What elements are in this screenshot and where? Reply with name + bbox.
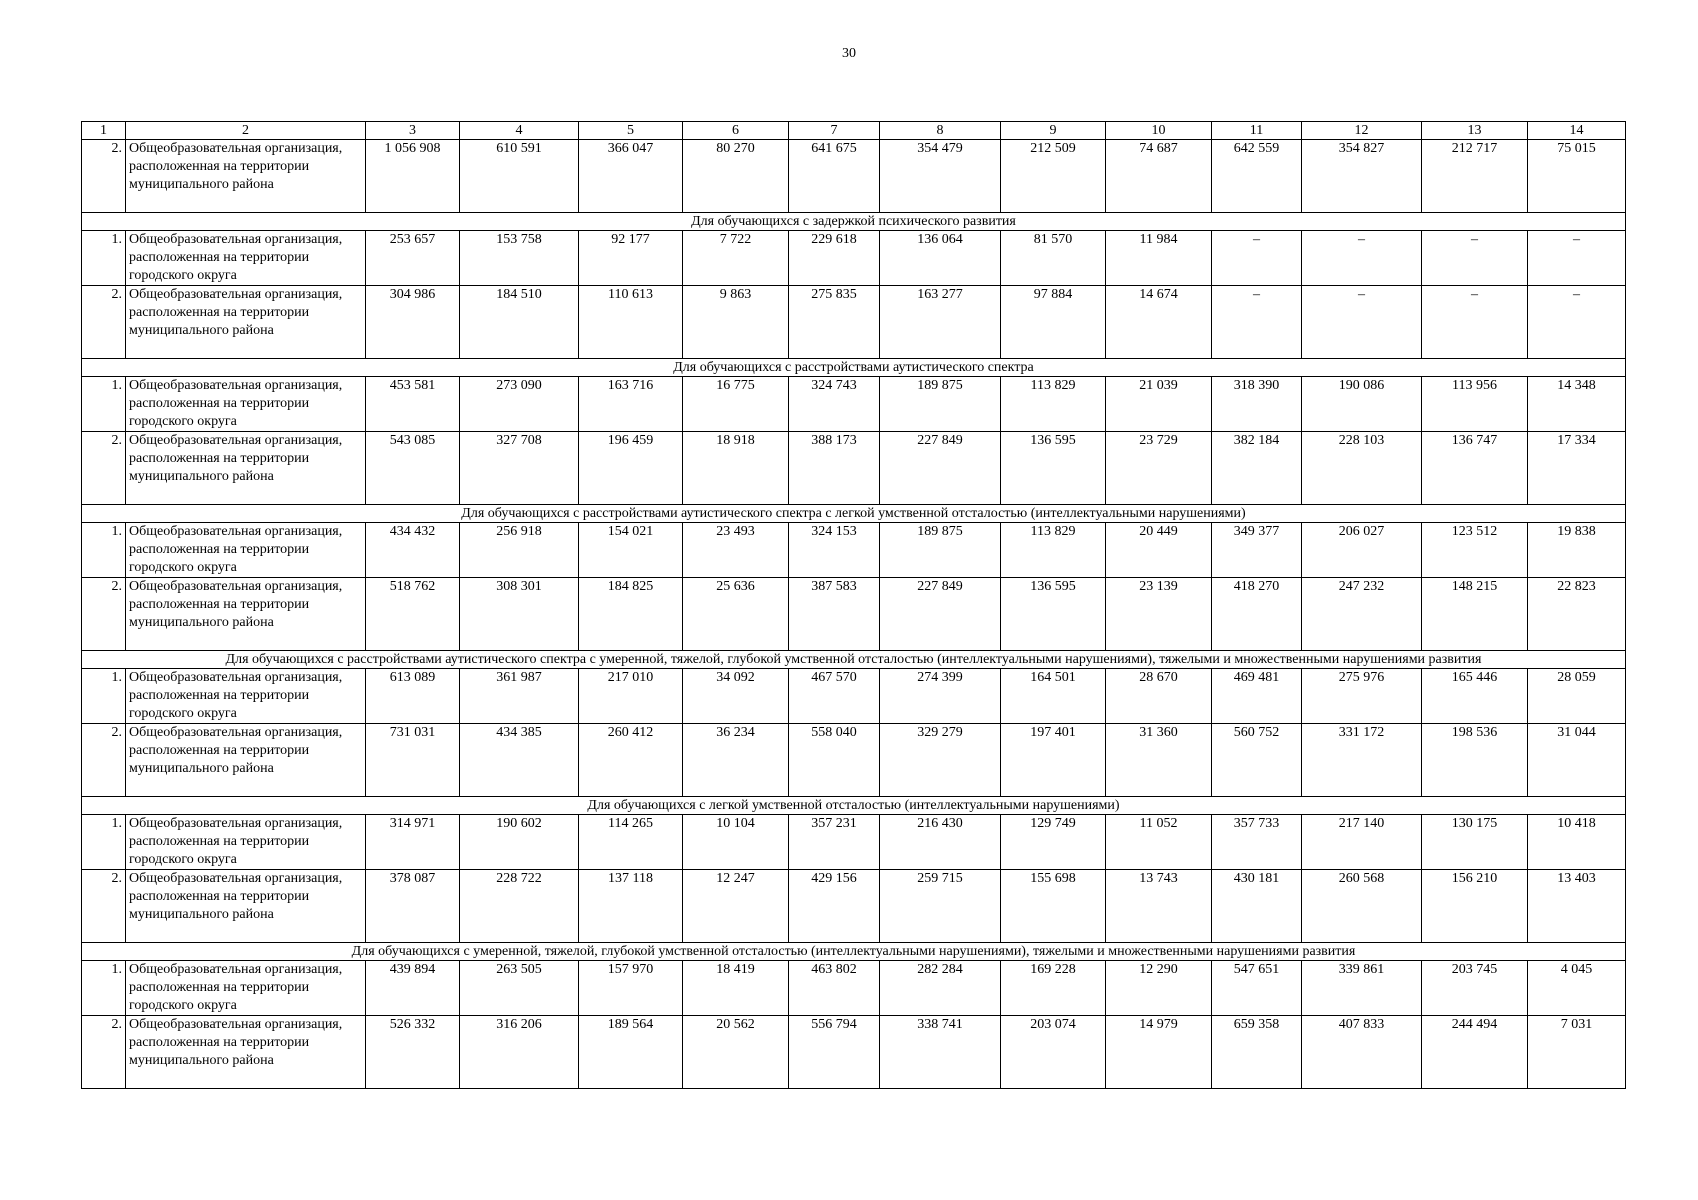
value-cell: 163 716 [579, 377, 683, 432]
value-cell: 274 399 [880, 669, 1001, 724]
value-cell: 10 418 [1528, 815, 1626, 870]
row-number: 1. [82, 377, 126, 432]
value-cell: 731 031 [366, 724, 460, 797]
value-cell: 418 270 [1212, 578, 1302, 651]
row-number: 2. [82, 432, 126, 505]
value-cell: 247 232 [1302, 578, 1422, 651]
row-number: 2. [82, 140, 126, 213]
value-cell: 434 385 [460, 724, 579, 797]
value-cell: 439 894 [366, 961, 460, 1016]
value-cell: 169 228 [1001, 961, 1106, 1016]
value-cell: 260 568 [1302, 870, 1422, 943]
value-cell: 113 956 [1422, 377, 1528, 432]
value-cell: 217 140 [1302, 815, 1422, 870]
section-title: Для обучающихся с легкой умственной отсталостью (интеллектуальными нарушениями) [82, 797, 1626, 815]
value-cell: 163 277 [880, 286, 1001, 359]
value-cell: 157 970 [579, 961, 683, 1016]
organization-name: Общеобразовательная организация, расположенная на территории муниципального района [126, 432, 366, 505]
table-row [82, 432, 1626, 505]
section-title: Для обучающихся с расстройствами аутистического спектра с легкой умственной отсталостью (интеллектуальными нарушениями) [82, 505, 1626, 523]
value-cell: 92 177 [579, 231, 683, 286]
value-cell: 357 733 [1212, 815, 1302, 870]
value-cell: 23 493 [683, 523, 789, 578]
value-cell: 19 838 [1528, 523, 1626, 578]
value-cell: 388 173 [789, 432, 880, 505]
value-cell: 197 401 [1001, 724, 1106, 797]
value-cell: 23 139 [1106, 578, 1212, 651]
table-row [82, 523, 1626, 578]
value-cell: 20 449 [1106, 523, 1212, 578]
value-cell: 387 583 [789, 578, 880, 651]
value-cell: 463 802 [789, 961, 880, 1016]
value-cell: – [1528, 231, 1626, 286]
section-header-row [82, 359, 1626, 377]
value-cell: 526 332 [366, 1016, 460, 1089]
value-cell: 429 156 [789, 870, 880, 943]
column-header: 3 [366, 122, 460, 140]
value-cell: 184 510 [460, 286, 579, 359]
value-cell: 378 087 [366, 870, 460, 943]
value-cell: 256 918 [460, 523, 579, 578]
row-number: 1. [82, 961, 126, 1016]
value-cell: – [1422, 286, 1528, 359]
section-header-row [82, 797, 1626, 815]
value-cell: 113 829 [1001, 377, 1106, 432]
value-cell: 74 687 [1106, 140, 1212, 213]
value-cell: 354 827 [1302, 140, 1422, 213]
value-cell: 308 301 [460, 578, 579, 651]
value-cell: – [1302, 286, 1422, 359]
value-cell: 361 987 [460, 669, 579, 724]
value-cell: 339 861 [1302, 961, 1422, 1016]
value-cell: 331 172 [1302, 724, 1422, 797]
value-cell: 23 729 [1106, 432, 1212, 505]
value-cell: 228 722 [460, 870, 579, 943]
value-cell: 228 103 [1302, 432, 1422, 505]
value-cell: 31 044 [1528, 724, 1626, 797]
value-cell: 136 747 [1422, 432, 1528, 505]
value-cell: 203 745 [1422, 961, 1528, 1016]
value-cell: 556 794 [789, 1016, 880, 1089]
value-cell: 324 153 [789, 523, 880, 578]
value-cell: 17 334 [1528, 432, 1626, 505]
value-cell: 153 758 [460, 231, 579, 286]
value-cell: 130 175 [1422, 815, 1528, 870]
table-row [82, 286, 1626, 359]
value-cell: 189 875 [880, 377, 1001, 432]
value-cell: 165 446 [1422, 669, 1528, 724]
row-number: 1. [82, 815, 126, 870]
value-cell: 349 377 [1212, 523, 1302, 578]
value-cell: – [1422, 231, 1528, 286]
column-header: 13 [1422, 122, 1528, 140]
value-cell: 229 618 [789, 231, 880, 286]
value-cell: 18 918 [683, 432, 789, 505]
organization-name: Общеобразовательная организация, расположенная на территории городского округа [126, 377, 366, 432]
value-cell: 329 279 [880, 724, 1001, 797]
column-header: 5 [579, 122, 683, 140]
value-cell: 34 092 [683, 669, 789, 724]
value-cell: 206 027 [1302, 523, 1422, 578]
table-row [82, 231, 1626, 286]
value-cell: 14 674 [1106, 286, 1212, 359]
row-number: 1. [82, 669, 126, 724]
value-cell: 253 657 [366, 231, 460, 286]
section-title: Для обучающихся с расстройствами аутистического спектра [82, 359, 1626, 377]
organization-name: Общеобразовательная организация, расположенная на территории муниципального района [126, 286, 366, 359]
value-cell: 216 430 [880, 815, 1001, 870]
value-cell: 558 040 [789, 724, 880, 797]
column-header: 12 [1302, 122, 1422, 140]
table-row [82, 1016, 1626, 1089]
value-cell: 189 564 [579, 1016, 683, 1089]
value-cell: 11 052 [1106, 815, 1212, 870]
section-title: Для обучающихся с умеренной, тяжелой, глубокой умственной отсталостью (интеллектуальными нарушениями), тяжелыми и множественными нарушениями развития [82, 943, 1626, 961]
value-cell: 263 505 [460, 961, 579, 1016]
organization-name: Общеобразовательная организация, расположенная на территории муниципального района [126, 578, 366, 651]
value-cell: 469 481 [1212, 669, 1302, 724]
value-cell: 467 570 [789, 669, 880, 724]
value-cell: 110 613 [579, 286, 683, 359]
value-cell: 318 390 [1212, 377, 1302, 432]
value-cell: 97 884 [1001, 286, 1106, 359]
organization-name: Общеобразовательная организация, расположенная на территории муниципального района [126, 724, 366, 797]
value-cell: 314 971 [366, 815, 460, 870]
value-cell: 190 602 [460, 815, 579, 870]
row-number: 2. [82, 1016, 126, 1089]
value-cell: 273 090 [460, 377, 579, 432]
value-cell: 13 743 [1106, 870, 1212, 943]
value-cell: 154 021 [579, 523, 683, 578]
value-cell: 244 494 [1422, 1016, 1528, 1089]
value-cell: 453 581 [366, 377, 460, 432]
value-cell: 75 015 [1528, 140, 1626, 213]
value-cell: 327 708 [460, 432, 579, 505]
value-cell: 430 181 [1212, 870, 1302, 943]
section-title: Для обучающихся с расстройствами аутистического спектра с умеренной, тяжелой, глубокой умственной отсталостью (интеллектуальными нарушениями), тяжелыми и множественными нарушениями развития [82, 651, 1626, 669]
value-cell: 22 823 [1528, 578, 1626, 651]
table-body [82, 122, 1626, 1089]
value-cell: 137 118 [579, 870, 683, 943]
value-cell: 189 875 [880, 523, 1001, 578]
value-cell: 129 749 [1001, 815, 1106, 870]
table-row [82, 724, 1626, 797]
value-cell: 136 595 [1001, 578, 1106, 651]
column-header: 9 [1001, 122, 1106, 140]
value-cell: 543 085 [366, 432, 460, 505]
value-cell: 164 501 [1001, 669, 1106, 724]
value-cell: 20 562 [683, 1016, 789, 1089]
value-cell: 114 265 [579, 815, 683, 870]
value-cell: 136 595 [1001, 432, 1106, 505]
column-header: 6 [683, 122, 789, 140]
value-cell: 184 825 [579, 578, 683, 651]
value-cell: 366 047 [579, 140, 683, 213]
organization-name: Общеобразовательная организация, расположенная на территории городского округа [126, 523, 366, 578]
section-header-row [82, 651, 1626, 669]
value-cell: – [1528, 286, 1626, 359]
value-cell: 190 086 [1302, 377, 1422, 432]
value-cell: 203 074 [1001, 1016, 1106, 1089]
section-header-row [82, 213, 1626, 231]
value-cell: 13 403 [1528, 870, 1626, 943]
value-cell: 156 210 [1422, 870, 1528, 943]
value-cell: – [1302, 231, 1422, 286]
value-cell: 212 717 [1422, 140, 1528, 213]
value-cell: – [1212, 286, 1302, 359]
value-cell: 304 986 [366, 286, 460, 359]
value-cell: 14 979 [1106, 1016, 1212, 1089]
value-cell: 260 412 [579, 724, 683, 797]
organization-name: Общеобразовательная организация, расположенная на территории муниципального района [126, 1016, 366, 1089]
table-row [82, 870, 1626, 943]
value-cell: 434 432 [366, 523, 460, 578]
value-cell: 113 829 [1001, 523, 1106, 578]
value-cell: 227 849 [880, 578, 1001, 651]
value-cell: 155 698 [1001, 870, 1106, 943]
value-cell: 382 184 [1212, 432, 1302, 505]
value-cell: 217 010 [579, 669, 683, 724]
value-cell: 31 360 [1106, 724, 1212, 797]
organization-name: Общеобразовательная организация, расположенная на территории муниципального района [126, 870, 366, 943]
row-number: 2. [82, 286, 126, 359]
value-cell: 338 741 [880, 1016, 1001, 1089]
value-cell: 36 234 [683, 724, 789, 797]
row-number: 2. [82, 578, 126, 651]
row-number: 1. [82, 523, 126, 578]
value-cell: 324 743 [789, 377, 880, 432]
row-number: 2. [82, 724, 126, 797]
column-header: 11 [1212, 122, 1302, 140]
value-cell: 80 270 [683, 140, 789, 213]
page-number: 30 [842, 46, 856, 61]
column-header: 2 [126, 122, 366, 140]
organization-name: Общеобразовательная организация, расположенная на территории городского округа [126, 815, 366, 870]
section-title: Для обучающихся с задержкой психического развития [82, 213, 1626, 231]
value-cell: 136 064 [880, 231, 1001, 286]
section-header-row [82, 505, 1626, 523]
table-row [82, 669, 1626, 724]
value-cell: 14 348 [1528, 377, 1626, 432]
value-cell: 7 031 [1528, 1016, 1626, 1089]
value-cell: 275 835 [789, 286, 880, 359]
value-cell: 642 559 [1212, 140, 1302, 213]
value-cell: 1 056 908 [366, 140, 460, 213]
row-number: 1. [82, 231, 126, 286]
row-number: 2. [82, 870, 126, 943]
value-cell: 7 722 [683, 231, 789, 286]
value-cell: 610 591 [460, 140, 579, 213]
value-cell: – [1212, 231, 1302, 286]
value-cell: 12 290 [1106, 961, 1212, 1016]
value-cell: 21 039 [1106, 377, 1212, 432]
value-cell: 25 636 [683, 578, 789, 651]
value-cell: 16 775 [683, 377, 789, 432]
value-cell: 518 762 [366, 578, 460, 651]
value-cell: 357 231 [789, 815, 880, 870]
value-cell: 659 358 [1212, 1016, 1302, 1089]
value-cell: 9 863 [683, 286, 789, 359]
value-cell: 196 459 [579, 432, 683, 505]
column-header: 10 [1106, 122, 1212, 140]
table-row [82, 578, 1626, 651]
organization-name: Общеобразовательная организация, расположенная на территории городского округа [126, 961, 366, 1016]
value-cell: 354 479 [880, 140, 1001, 213]
organization-name: Общеобразовательная организация, расположенная на территории городского округа [126, 231, 366, 286]
organization-name: Общеобразовательная организация, расположенная на территории городского округа [126, 669, 366, 724]
value-cell: 407 833 [1302, 1016, 1422, 1089]
value-cell: 81 570 [1001, 231, 1106, 286]
value-cell: 198 536 [1422, 724, 1528, 797]
column-number-header-row [82, 122, 1626, 140]
value-cell: 212 509 [1001, 140, 1106, 213]
value-cell: 123 512 [1422, 523, 1528, 578]
value-cell: 316 206 [460, 1016, 579, 1089]
value-cell: 148 215 [1422, 578, 1528, 651]
value-cell: 11 984 [1106, 231, 1212, 286]
column-header: 7 [789, 122, 880, 140]
column-header: 4 [460, 122, 579, 140]
column-header: 8 [880, 122, 1001, 140]
value-cell: 547 651 [1212, 961, 1302, 1016]
value-cell: 227 849 [880, 432, 1001, 505]
organization-name: Общеобразовательная организация, расположенная на территории муниципального района [126, 140, 366, 213]
section-header-row [82, 943, 1626, 961]
value-cell: 275 976 [1302, 669, 1422, 724]
value-cell: 641 675 [789, 140, 880, 213]
value-cell: 28 670 [1106, 669, 1212, 724]
table-row [82, 815, 1626, 870]
value-cell: 10 104 [683, 815, 789, 870]
value-cell: 18 419 [683, 961, 789, 1016]
table-row [82, 961, 1626, 1016]
value-cell: 282 284 [880, 961, 1001, 1016]
value-cell: 613 089 [366, 669, 460, 724]
table-row [82, 377, 1626, 432]
data-table [81, 121, 1626, 1089]
column-header: 1 [82, 122, 126, 140]
value-cell: 560 752 [1212, 724, 1302, 797]
value-cell: 259 715 [880, 870, 1001, 943]
value-cell: 12 247 [683, 870, 789, 943]
table-row [82, 140, 1626, 213]
value-cell: 28 059 [1528, 669, 1626, 724]
value-cell: 4 045 [1528, 961, 1626, 1016]
column-header: 14 [1528, 122, 1626, 140]
